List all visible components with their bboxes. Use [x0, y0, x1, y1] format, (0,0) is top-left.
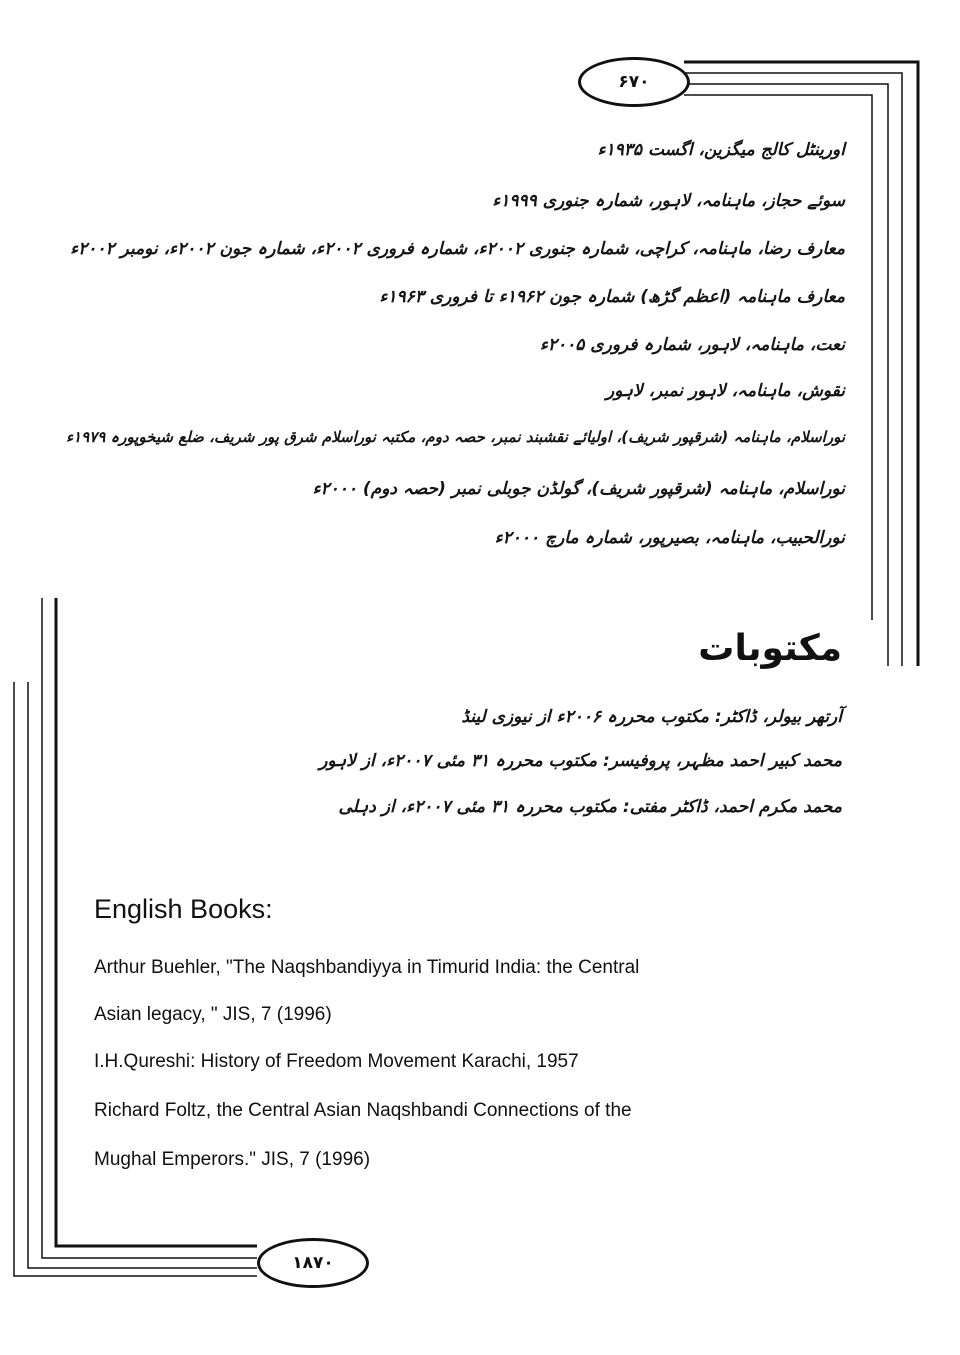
periodical-entry: نقوش، ماہنامہ، لاہور نمبر، لاہور [606, 381, 845, 401]
periodical-entry: نورالحبیب، ماہنامہ، بصیرپور، شمارہ مارچ ۲۰۰۰ء [494, 528, 845, 548]
english-book-line: I.H.Qureshi: History of Freedom Movement Karachi, 1957 [94, 1051, 579, 1072]
periodical-entry: نوراسلام، ماہنامہ (شرقپور شریف)، اولیائے نقشبند نمبر، حصہ دوم، مکتبہ نوراسلام شرق پور شریف، ضلع شیخوپورہ ۱۹۷۹ء [65, 428, 845, 446]
bottom-page-number: ۱۸۷۰ [257, 1238, 369, 1288]
letter-entry: محمد کبیر احمد مظہر، پروفیسر: مکتوب محررہ ۳۱ مئی ۲۰۰۷ء، از لاہور [319, 751, 842, 771]
periodical-entry: نعت، ماہنامہ، لاہور، شمارہ فروری ۲۰۰۵ء [539, 335, 845, 355]
letters-heading: مکتوبات [698, 628, 842, 669]
letter-entry: آرتھر بیولر، ڈاکٹر: مکتوب محررہ ۲۰۰۶ء از نیوزی لینڈ [461, 707, 842, 727]
periodical-entry: اورینٹل کالج میگزین، اگست ۱۹۳۵ء [597, 140, 845, 160]
letter-entry: محمد مکرم احمد، ڈاکٹر مفتی: مکتوب محررہ ۳۱ مئی ۲۰۰۷ء، از دہلی [338, 797, 842, 817]
english-book-line: Arthur Buehler, "The Naqshbandiyya in Timurid India: the Central [94, 957, 640, 978]
english-book-line: Mughal Emperors." JIS, 7 (1996) [94, 1149, 371, 1170]
english-books-heading: English Books: [94, 894, 273, 924]
top-page-number: ۶۷۰ [578, 57, 690, 107]
periodical-entry: سوئے حجاز، ماہنامہ، لاہور، شمارہ جنوری ۱۹۹۹ء [492, 191, 845, 211]
periodical-entry: نوراسلام، ماہنامہ (شرقپور شریف)، گولڈن جوبلی نمبر (حصہ دوم) ۲۰۰۰ء [312, 479, 845, 499]
periodical-entry: معارف رضا، ماہنامہ، کراچی، شمارہ جنوری ۲۰۰۲ء، شمارہ فروری ۲۰۰۲ء، شمارہ جون ۲۰۰۲ء، نومبر ۲۰۰۲ء [70, 239, 845, 259]
english-book-line: Asian legacy, " JIS, 7 (1996) [94, 1004, 332, 1025]
periodical-entry: معارف ماہنامہ (اعظم گڑھ) شمارہ جون ۱۹۶۲ء تا فروری ۱۹۶۳ء [379, 287, 845, 307]
english-book-line: Richard Foltz, the Central Asian Naqshbandi Connections of the [94, 1100, 632, 1121]
